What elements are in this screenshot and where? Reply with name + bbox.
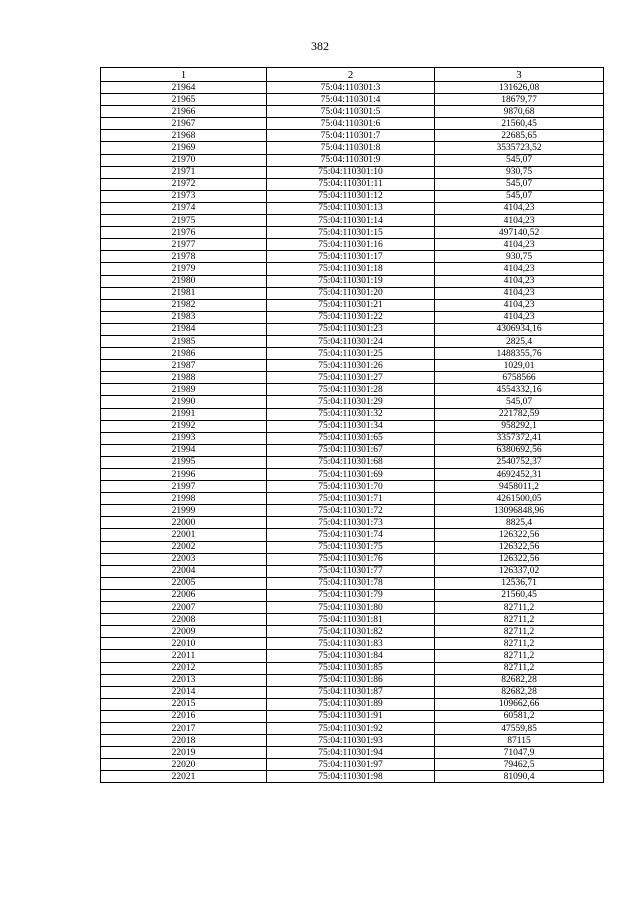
cadastral-number-cell: 75:04:110301:11	[267, 178, 435, 190]
table-row	[101, 698, 604, 710]
cadastral-number-cell: 75:04:110301:78	[267, 577, 435, 589]
cadastral-number-cell: 75:04:110301:84	[267, 650, 435, 662]
cadastral-number-cell: 75:04:110301:69	[267, 469, 435, 481]
row-number-cell: 21977	[101, 239, 267, 251]
row-number-cell: 22018	[101, 735, 267, 747]
row-number-cell: 22013	[101, 674, 267, 686]
row-number-cell: 21970	[101, 154, 267, 166]
row-number-cell: 21966	[101, 106, 267, 118]
value-cell: 545,07	[435, 154, 604, 166]
cadastral-number-cell: 75:04:110301:9	[267, 154, 435, 166]
value-cell: 126337,02	[435, 565, 604, 577]
row-number-cell: 21975	[101, 215, 267, 227]
value-cell: 4261500,05	[435, 493, 604, 505]
table-row	[101, 323, 604, 335]
row-number-cell: 21989	[101, 384, 267, 396]
table-row	[101, 360, 604, 372]
value-cell: 930,75	[435, 166, 604, 178]
table-row	[101, 420, 604, 432]
value-cell: 82682,28	[435, 686, 604, 698]
row-number-cell: 21986	[101, 348, 267, 360]
value-cell: 545,07	[435, 190, 604, 202]
table-row	[101, 771, 604, 783]
value-cell: 6758566	[435, 372, 604, 384]
row-number-cell: 21969	[101, 142, 267, 154]
cadastral-number-cell: 75:04:110301:13	[267, 202, 435, 214]
value-cell: 87115	[435, 735, 604, 747]
table-row	[101, 118, 604, 130]
value-cell: 131626,08	[435, 82, 604, 94]
row-number-cell: 21972	[101, 178, 267, 190]
page-number: 382	[311, 39, 329, 53]
cadastral-number-cell: 75:04:110301:15	[267, 227, 435, 239]
value-cell: 4104,23	[435, 215, 604, 227]
cadastral-number-cell: 75:04:110301:71	[267, 493, 435, 505]
cadastral-number-cell: 75:04:110301:29	[267, 396, 435, 408]
row-number-cell: 21964	[101, 82, 267, 94]
cadastral-number-cell: 75:04:110301:21	[267, 299, 435, 311]
cadastral-number-cell: 75:04:110301:92	[267, 722, 435, 734]
table-row	[101, 505, 604, 517]
row-number-cell: 21978	[101, 251, 267, 263]
table-row	[101, 432, 604, 444]
value-cell: 82711,2	[435, 662, 604, 674]
table-row	[101, 722, 604, 734]
table-row	[101, 444, 604, 456]
row-number-cell: 21968	[101, 130, 267, 142]
table-row	[101, 94, 604, 106]
cadastral-number-cell: 75:04:110301:85	[267, 662, 435, 674]
row-number-cell: 21979	[101, 263, 267, 275]
row-number-cell: 22006	[101, 589, 267, 601]
cadastral-number-cell: 75:04:110301:6	[267, 118, 435, 130]
cadastral-number-cell: 75:04:110301:5	[267, 106, 435, 118]
row-number-cell: 21976	[101, 227, 267, 239]
value-cell: 2540752,37	[435, 456, 604, 468]
value-cell: 79462,5	[435, 759, 604, 771]
table-row	[101, 82, 604, 94]
cadastral-number-cell: 75:04:110301:91	[267, 710, 435, 722]
table-row	[101, 565, 604, 577]
table-row	[101, 650, 604, 662]
row-number-cell: 22010	[101, 638, 267, 650]
row-number-cell: 22012	[101, 662, 267, 674]
value-cell: 4306934,16	[435, 323, 604, 335]
value-cell: 545,07	[435, 178, 604, 190]
table-row	[101, 335, 604, 347]
table-row	[101, 166, 604, 178]
table-row	[101, 287, 604, 299]
cadastral-number-cell: 75:04:110301:12	[267, 190, 435, 202]
cadastral-number-cell: 75:04:110301:26	[267, 360, 435, 372]
table-row	[101, 481, 604, 493]
row-number-cell: 21995	[101, 456, 267, 468]
value-cell: 82711,2	[435, 638, 604, 650]
cadastral-number-cell: 75:04:110301:14	[267, 215, 435, 227]
table-row	[101, 662, 604, 674]
row-number-cell: 21988	[101, 372, 267, 384]
cadastral-number-cell: 75:04:110301:34	[267, 420, 435, 432]
row-number-cell: 22002	[101, 541, 267, 553]
row-number-cell: 22015	[101, 698, 267, 710]
table-row	[101, 638, 604, 650]
value-cell: 2825,4	[435, 335, 604, 347]
table-row	[101, 686, 604, 698]
row-number-cell: 21973	[101, 190, 267, 202]
value-cell: 9870,68	[435, 106, 604, 118]
row-number-cell: 21997	[101, 481, 267, 493]
cadastral-number-cell: 75:04:110301:22	[267, 311, 435, 323]
value-cell: 47559,85	[435, 722, 604, 734]
cadastral-number-cell: 75:04:110301:76	[267, 553, 435, 565]
value-cell: 4104,23	[435, 299, 604, 311]
row-number-cell: 22004	[101, 565, 267, 577]
value-cell: 18679,77	[435, 94, 604, 106]
row-number-cell: 22009	[101, 626, 267, 638]
column-header-value: 3	[435, 68, 604, 82]
table-row	[101, 142, 604, 154]
value-cell: 126322,56	[435, 541, 604, 553]
table-row	[101, 275, 604, 287]
table-row	[101, 456, 604, 468]
table-row	[101, 626, 604, 638]
row-number-cell: 22017	[101, 722, 267, 734]
row-number-cell: 22011	[101, 650, 267, 662]
row-number-cell: 21965	[101, 94, 267, 106]
table-row	[101, 202, 604, 214]
cadastral-number-cell: 75:04:110301:75	[267, 541, 435, 553]
row-number-cell: 22021	[101, 771, 267, 783]
table-row	[101, 614, 604, 626]
table-row	[101, 299, 604, 311]
value-cell: 4104,23	[435, 239, 604, 251]
value-cell: 22685,65	[435, 130, 604, 142]
cadastral-number-cell: 75:04:110301:72	[267, 505, 435, 517]
table-row	[101, 759, 604, 771]
table-row	[101, 384, 604, 396]
value-cell: 4104,23	[435, 311, 604, 323]
row-number-cell: 21982	[101, 299, 267, 311]
cadastral-number-cell: 75:04:110301:93	[267, 735, 435, 747]
row-number-cell: 22019	[101, 747, 267, 759]
value-cell: 82711,2	[435, 650, 604, 662]
cadastral-number-cell: 75:04:110301:74	[267, 529, 435, 541]
value-cell: 71047,9	[435, 747, 604, 759]
cadastral-number-cell: 75:04:110301:81	[267, 614, 435, 626]
row-number-cell: 22020	[101, 759, 267, 771]
value-cell: 221782,59	[435, 408, 604, 420]
row-number-cell: 21983	[101, 311, 267, 323]
cadastral-number-cell: 75:04:110301:10	[267, 166, 435, 178]
row-number-cell: 21981	[101, 287, 267, 299]
row-number-cell: 21985	[101, 335, 267, 347]
cadastral-number-cell: 75:04:110301:8	[267, 142, 435, 154]
value-cell: 497140,52	[435, 227, 604, 239]
value-cell: 13096848,96	[435, 505, 604, 517]
value-cell: 930,75	[435, 251, 604, 263]
table-row	[101, 311, 604, 323]
row-number-cell: 21974	[101, 202, 267, 214]
row-number-cell: 22007	[101, 602, 267, 614]
value-cell: 4104,23	[435, 202, 604, 214]
row-number-cell: 22005	[101, 577, 267, 589]
value-cell: 126322,56	[435, 553, 604, 565]
table-row	[101, 396, 604, 408]
cadastral-number-cell: 75:04:110301:82	[267, 626, 435, 638]
row-number-cell: 21994	[101, 444, 267, 456]
value-cell: 4104,23	[435, 287, 604, 299]
value-cell: 82711,2	[435, 614, 604, 626]
table-row	[101, 735, 604, 747]
row-number-cell: 21987	[101, 360, 267, 372]
table-row	[101, 372, 604, 384]
cadastral-number-cell: 75:04:110301:7	[267, 130, 435, 142]
value-cell: 8825,4	[435, 517, 604, 529]
cadastral-value-table	[100, 67, 604, 783]
table-row	[101, 541, 604, 553]
row-number-cell: 21998	[101, 493, 267, 505]
cadastral-number-cell: 75:04:110301:32	[267, 408, 435, 420]
cadastral-number-cell: 75:04:110301:16	[267, 239, 435, 251]
row-number-cell: 21971	[101, 166, 267, 178]
value-cell: 21560,45	[435, 589, 604, 601]
table-row	[101, 577, 604, 589]
table-row	[101, 154, 604, 166]
table-row	[101, 263, 604, 275]
value-cell: 1029,01	[435, 360, 604, 372]
row-number-cell: 21992	[101, 420, 267, 432]
table-row	[101, 493, 604, 505]
table-row	[101, 529, 604, 541]
value-cell: 4104,23	[435, 275, 604, 287]
table-row	[101, 469, 604, 481]
cadastral-number-cell: 75:04:110301:86	[267, 674, 435, 686]
cadastral-number-cell: 75:04:110301:20	[267, 287, 435, 299]
cadastral-number-cell: 75:04:110301:80	[267, 602, 435, 614]
table-row	[101, 517, 604, 529]
row-number-cell: 22014	[101, 686, 267, 698]
table-row	[101, 215, 604, 227]
row-number-cell: 21991	[101, 408, 267, 420]
row-number-cell: 21990	[101, 396, 267, 408]
cadastral-number-cell: 75:04:110301:28	[267, 384, 435, 396]
cadastral-number-cell: 75:04:110301:3	[267, 82, 435, 94]
cadastral-number-cell: 75:04:110301:98	[267, 771, 435, 783]
cadastral-number-cell: 75:04:110301:17	[267, 251, 435, 263]
table-body	[101, 82, 604, 783]
value-cell: 12536,71	[435, 577, 604, 589]
row-number-cell: 21999	[101, 505, 267, 517]
cadastral-number-cell: 75:04:110301:94	[267, 747, 435, 759]
cadastral-number-cell: 75:04:110301:67	[267, 444, 435, 456]
value-cell: 82711,2	[435, 626, 604, 638]
value-cell: 9458011,2	[435, 481, 604, 493]
cadastral-number-cell: 75:04:110301:65	[267, 432, 435, 444]
table-header-row	[101, 68, 604, 82]
value-cell: 3535723,52	[435, 142, 604, 154]
value-cell: 60581,2	[435, 710, 604, 722]
cadastral-number-cell: 75:04:110301:79	[267, 589, 435, 601]
value-cell: 545,07	[435, 396, 604, 408]
cadastral-number-cell: 75:04:110301:25	[267, 348, 435, 360]
value-cell: 82711,2	[435, 602, 604, 614]
row-number-cell: 21993	[101, 432, 267, 444]
value-cell: 109662,66	[435, 698, 604, 710]
cadastral-number-cell: 75:04:110301:97	[267, 759, 435, 771]
cadastral-number-cell: 75:04:110301:4	[267, 94, 435, 106]
value-cell: 81090,4	[435, 771, 604, 783]
value-cell: 4554332,16	[435, 384, 604, 396]
cadastral-number-cell: 75:04:110301:68	[267, 456, 435, 468]
column-header-number: 1	[101, 68, 267, 82]
table-row	[101, 602, 604, 614]
table-row	[101, 239, 604, 251]
table-row	[101, 553, 604, 565]
table-row	[101, 130, 604, 142]
cadastral-number-cell: 75:04:110301:19	[267, 275, 435, 287]
row-number-cell: 21980	[101, 275, 267, 287]
cadastral-number-cell: 75:04:110301:23	[267, 323, 435, 335]
value-cell: 82682,28	[435, 674, 604, 686]
table-row	[101, 348, 604, 360]
value-cell: 6380692,56	[435, 444, 604, 456]
table-row	[101, 747, 604, 759]
table-row	[101, 408, 604, 420]
row-number-cell: 22016	[101, 710, 267, 722]
row-number-cell: 22008	[101, 614, 267, 626]
row-number-cell: 21996	[101, 469, 267, 481]
cadastral-number-cell: 75:04:110301:18	[267, 263, 435, 275]
table-row	[101, 227, 604, 239]
value-cell: 4104,23	[435, 263, 604, 275]
cadastral-number-cell: 75:04:110301:73	[267, 517, 435, 529]
cadastral-number-cell: 75:04:110301:89	[267, 698, 435, 710]
column-header-cadastral-number: 2	[267, 68, 435, 82]
row-number-cell: 22000	[101, 517, 267, 529]
value-cell: 4692452,31	[435, 469, 604, 481]
cadastral-number-cell: 75:04:110301:27	[267, 372, 435, 384]
value-cell: 126322,56	[435, 529, 604, 541]
table-row	[101, 251, 604, 263]
value-cell: 3357372,41	[435, 432, 604, 444]
value-cell: 21560,45	[435, 118, 604, 130]
cadastral-number-cell: 75:04:110301:70	[267, 481, 435, 493]
row-number-cell: 22003	[101, 553, 267, 565]
row-number-cell: 22001	[101, 529, 267, 541]
table-row	[101, 710, 604, 722]
table-row	[101, 178, 604, 190]
table-row	[101, 190, 604, 202]
cadastral-number-cell: 75:04:110301:24	[267, 335, 435, 347]
value-cell: 958292,1	[435, 420, 604, 432]
table-row	[101, 674, 604, 686]
row-number-cell: 21967	[101, 118, 267, 130]
value-cell: 1488355,76	[435, 348, 604, 360]
table-row	[101, 589, 604, 601]
table-row	[101, 106, 604, 118]
row-number-cell: 21984	[101, 323, 267, 335]
cadastral-number-cell: 75:04:110301:87	[267, 686, 435, 698]
cadastral-number-cell: 75:04:110301:83	[267, 638, 435, 650]
cadastral-number-cell: 75:04:110301:77	[267, 565, 435, 577]
